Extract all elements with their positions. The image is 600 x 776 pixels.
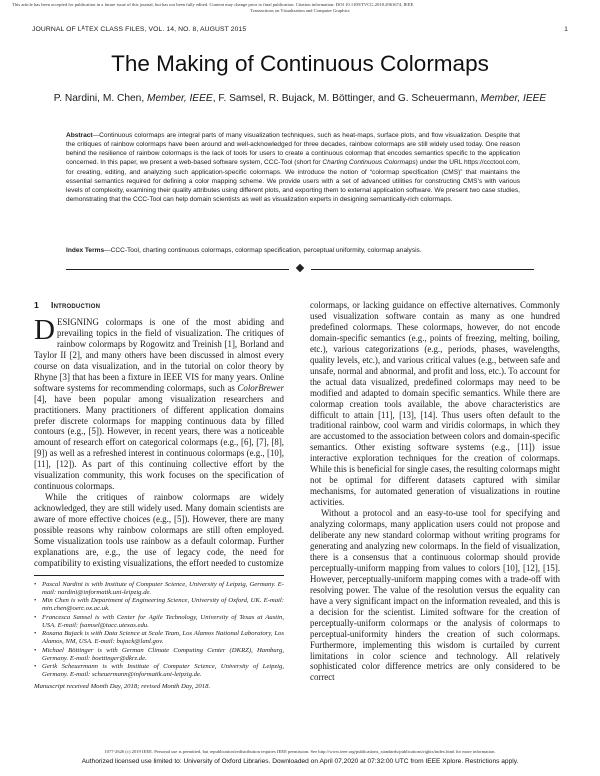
manuscript-note: Manuscript received Month Day, 2018; revised Month Day, 2018. [34,683,211,691]
intro-paragraph-2: While the critiques of rainbow colormaps are widely acknowledged, they are still widely used. Many domain scientists are aware of more effective choices (e.g., [5]). However, there are many possible reasons why rainbow colormaps are still often employed. Some visualization tools use rainbow as a default colormap. Further explanations are, e.g., the use of legacy code, the need for compatibility to existing visualizations, the effort needed to customize [34,492,284,568]
notice-line-2: Transactions on Visualization and Computer Graphics [250,8,350,14]
publication-notice [12,2,588,14]
intro-p1-text-a: colormaps is one of the most abiding and prevailing topics in the field of visualization. The critiques of rainbow colormaps by Rogowitz and Treinish [1], Borland and Taylor II [2], and many others have been discussed in almost every course on data visualization, and in the tutorial on color theory by Rhyne [3] that has been a fixture in IEEE VIS for many years. Online software systems for recommending colormaps, such as [34,316,284,393]
intro-right-paragraph-1: colormaps, or lacking guidance on effective alternatives. Commonly used visualization software contain as many as one hundred predefined colormaps. These colormaps, however, do not encode domain-specific semantics (e.g., points of freezing, melting, boiling, etc.), various categorizations (e.g., periods, phases, wavelengths, quality levels, etc.), and various critical values (e.g., between safe and unsafe, normal and abnormal, and profit and loss, etc.). To account for the actual data visualized, predefined colormaps may need to be modified and adapted to domain specific semantics. While there are colormap creation tools available, the above characteristics are difficult to attain [11], [13], [14]. Thus users often default to the traditional rainbow, cool warm and viridis colormaps, in which they are accustomed to the association between colors and domain-specific semantics. Other existing software systems (e.g., [11]) issue interactive exploration techniques for the creation of colormaps. While this is beneficial for single cases, the resulting colormaps might not be optimal for different datasets captured with similar mechanisms, for automated generation of visualizations in routine activities. [310,300,560,508]
footnote-affiliation: • Michael Böttinger is with German Climate Computing Center (DKRZ), Hamburg, Germany. E-mail: boettinger@dkrz.de. [34,647,284,663]
abstract-label: Abstract [66,132,93,139]
index-terms-label: Index Terms [66,247,105,254]
intro-p1-text-b: [4], have been popular among visualization researchers and practitioners. Many practitioners of different application domains prefer discrete colormaps for mapping continuous data by filled contours (e.g., [5]). However, in recent years, there was a noticeable amount of research effort on categorical colormaps (e.g., [6], [7], [8], [9]) as well as a refreshed interest in continuous colormaps (e.g., [10], [11], [12]). As part of this continuing collective effort by the visualization community, this work focuses on the specification of continuous colormaps. [34,393,284,492]
left-column [34,300,284,692]
footnote-affiliation: • Francesca Samsel is with Center for Agile Technology, University of Texas at Austin, USA. E-mail: fsamsel@tacc.utexas.edu. [34,614,284,630]
diamond-icon [296,264,304,272]
footnote-affiliation: • Gerik Scheuermann is with Institute of Computer Science, University of Leipzig, Germany. E-mail: scheuermann@informatik.uni-leipzig.de. [34,663,284,679]
intro-p1-colorbrewer: ColorBrewer [237,382,284,393]
footnote-affiliation: • Roxana Bujack is with Data Science at Scale Team, Los Alamos National Laboratory, Los Alamos, NM, USA. E-mail: bujack@lanl.gov. [34,630,284,646]
section-heading [34,300,284,311]
footnote-affiliation: • Pascal Nardini is with Institute of Computer Science, University of Leipzig, Germany. E-mail: nardini@informatik.uni-leipzig.de. [34,581,284,597]
copyright-footer: 1077-2626 (c) 2019 IEEE. Personal use is permitted, but republication/redistribution requires IEEE permission. See http://www.ieee.org/publications_standards/publications/rights/index.html for more information. [104,749,496,754]
author-membership-2: Member, IEEE [480,93,547,104]
abstract-tool-name: Charting Continuous Colormaps [322,159,416,167]
section-title: Introduction [51,300,101,310]
right-column [310,300,560,683]
footnote-rule [34,575,284,576]
divider-line-right [311,269,534,270]
abstract-text-b: ) under the URL https://ccctool.com, for creating, editing, and analyzing such application-specific colormaps. We introduce the notion of “colormap specification (CMS)” that maintains the essential semantics required for defining a color mapping scheme. We provide users with a set of advanced utilities for constructing CMS’s with various levels of complexity, examining their quality attributes using different plots, and exporting them to external application software. We present two case studies, demonstrating that the CCC-Tool can help domain scientists as well as visualization experts in designing semantically-rich colormaps. [66,159,520,204]
page-number: 1 [564,26,568,33]
paper-title: The Making of Continuous Colormaps [111,51,489,76]
running-header [32,26,568,33]
section-number: 1 [34,300,39,310]
index-terms [66,246,520,255]
intro-right-paragraph-2: Without a protocol and an easy-to-use tool for specifying and analyzing colormaps, many application users could not propose and deliberate any new standard colormap without writing programs for generating and analyzing new colormaps. In the field of visualization, there is a consensus that a continuous colormap should provide perceptually-uniform mapping from values to colors [10], [12], [15]. However, perceptually-uniform mapping comes with a trade-off with resolving power. The value of the resolution versus the equality can have a very significant impact on the information revealed, and this is a decision for the scientist. Limited software for the creation of perceptually-uniform colormaps or the analysis of colormaps to perceptual-uniformity hinders the creation of such colormaps. Furthermore, implementing this wisdom is curtailed by current limitations in color science and technology. All relatively sophisticated color difference metrics are only considered to be correct [310,508,560,683]
section-divider [66,265,534,274]
license-footer: Authorized licensed use limited to: University of Oxford Libraries. Downloaded on April 07,2020 at 07:32:00 UTC from IEEE Xplore. Restrictions apply. [81,758,519,765]
index-terms-text: —CCC-Tool, charting continuous colormaps, colormap specification, perceptual uniformity, colormap analysis. [104,247,422,254]
abstract [66,131,520,204]
journal-header: JOURNAL OF LᴬTEX CLASS FILES, VOL. 14, NO. 8, AUGUST 2015 [32,26,247,33]
divider-line-left [66,269,289,270]
author-list [50,91,550,106]
author-membership-1: Member, IEEE [147,93,213,104]
footnote-affiliation: • Min Chen is with Department of Engineering Science, University of Oxford, UK. E-mail: min.chen@oerc.ox.ac.uk. [34,597,284,613]
drop-cap: D [34,313,55,346]
abstract-text-a: —Continuous colormaps are integral parts of many visualization techniques, such as heat-maps, surface plots, and flow visualization. Despite that the critiques of rainbow colormaps have been around and well-acknowledged for three decades, rainbow colormaps are still widely used today. One reason behind the resilience of rainbow colormaps is the lack of tools for users to create a continuous colormap that encodes semantics specific to the application concerned. In this paper, we present a web-based software system, CCC-Tool (short for [66,132,520,167]
authors-part-2: , F. Samsel, R. Bujack, M. Böttinger, and G. Scheuermann, [212,93,481,104]
authors-part-1: P. Nardini, M. Chen, [53,93,148,104]
intro-paragraph-1 [34,313,284,492]
notice-line-1: This article has been accepted for publication in a future issue of this journal, but has not been fully edited. Content may change prior to final publication. Citation information: DOI 10.1109/TVCG.2018.2961674, IEEE [12,2,414,7]
intro-first-word: ESIGNING [56,316,99,327]
